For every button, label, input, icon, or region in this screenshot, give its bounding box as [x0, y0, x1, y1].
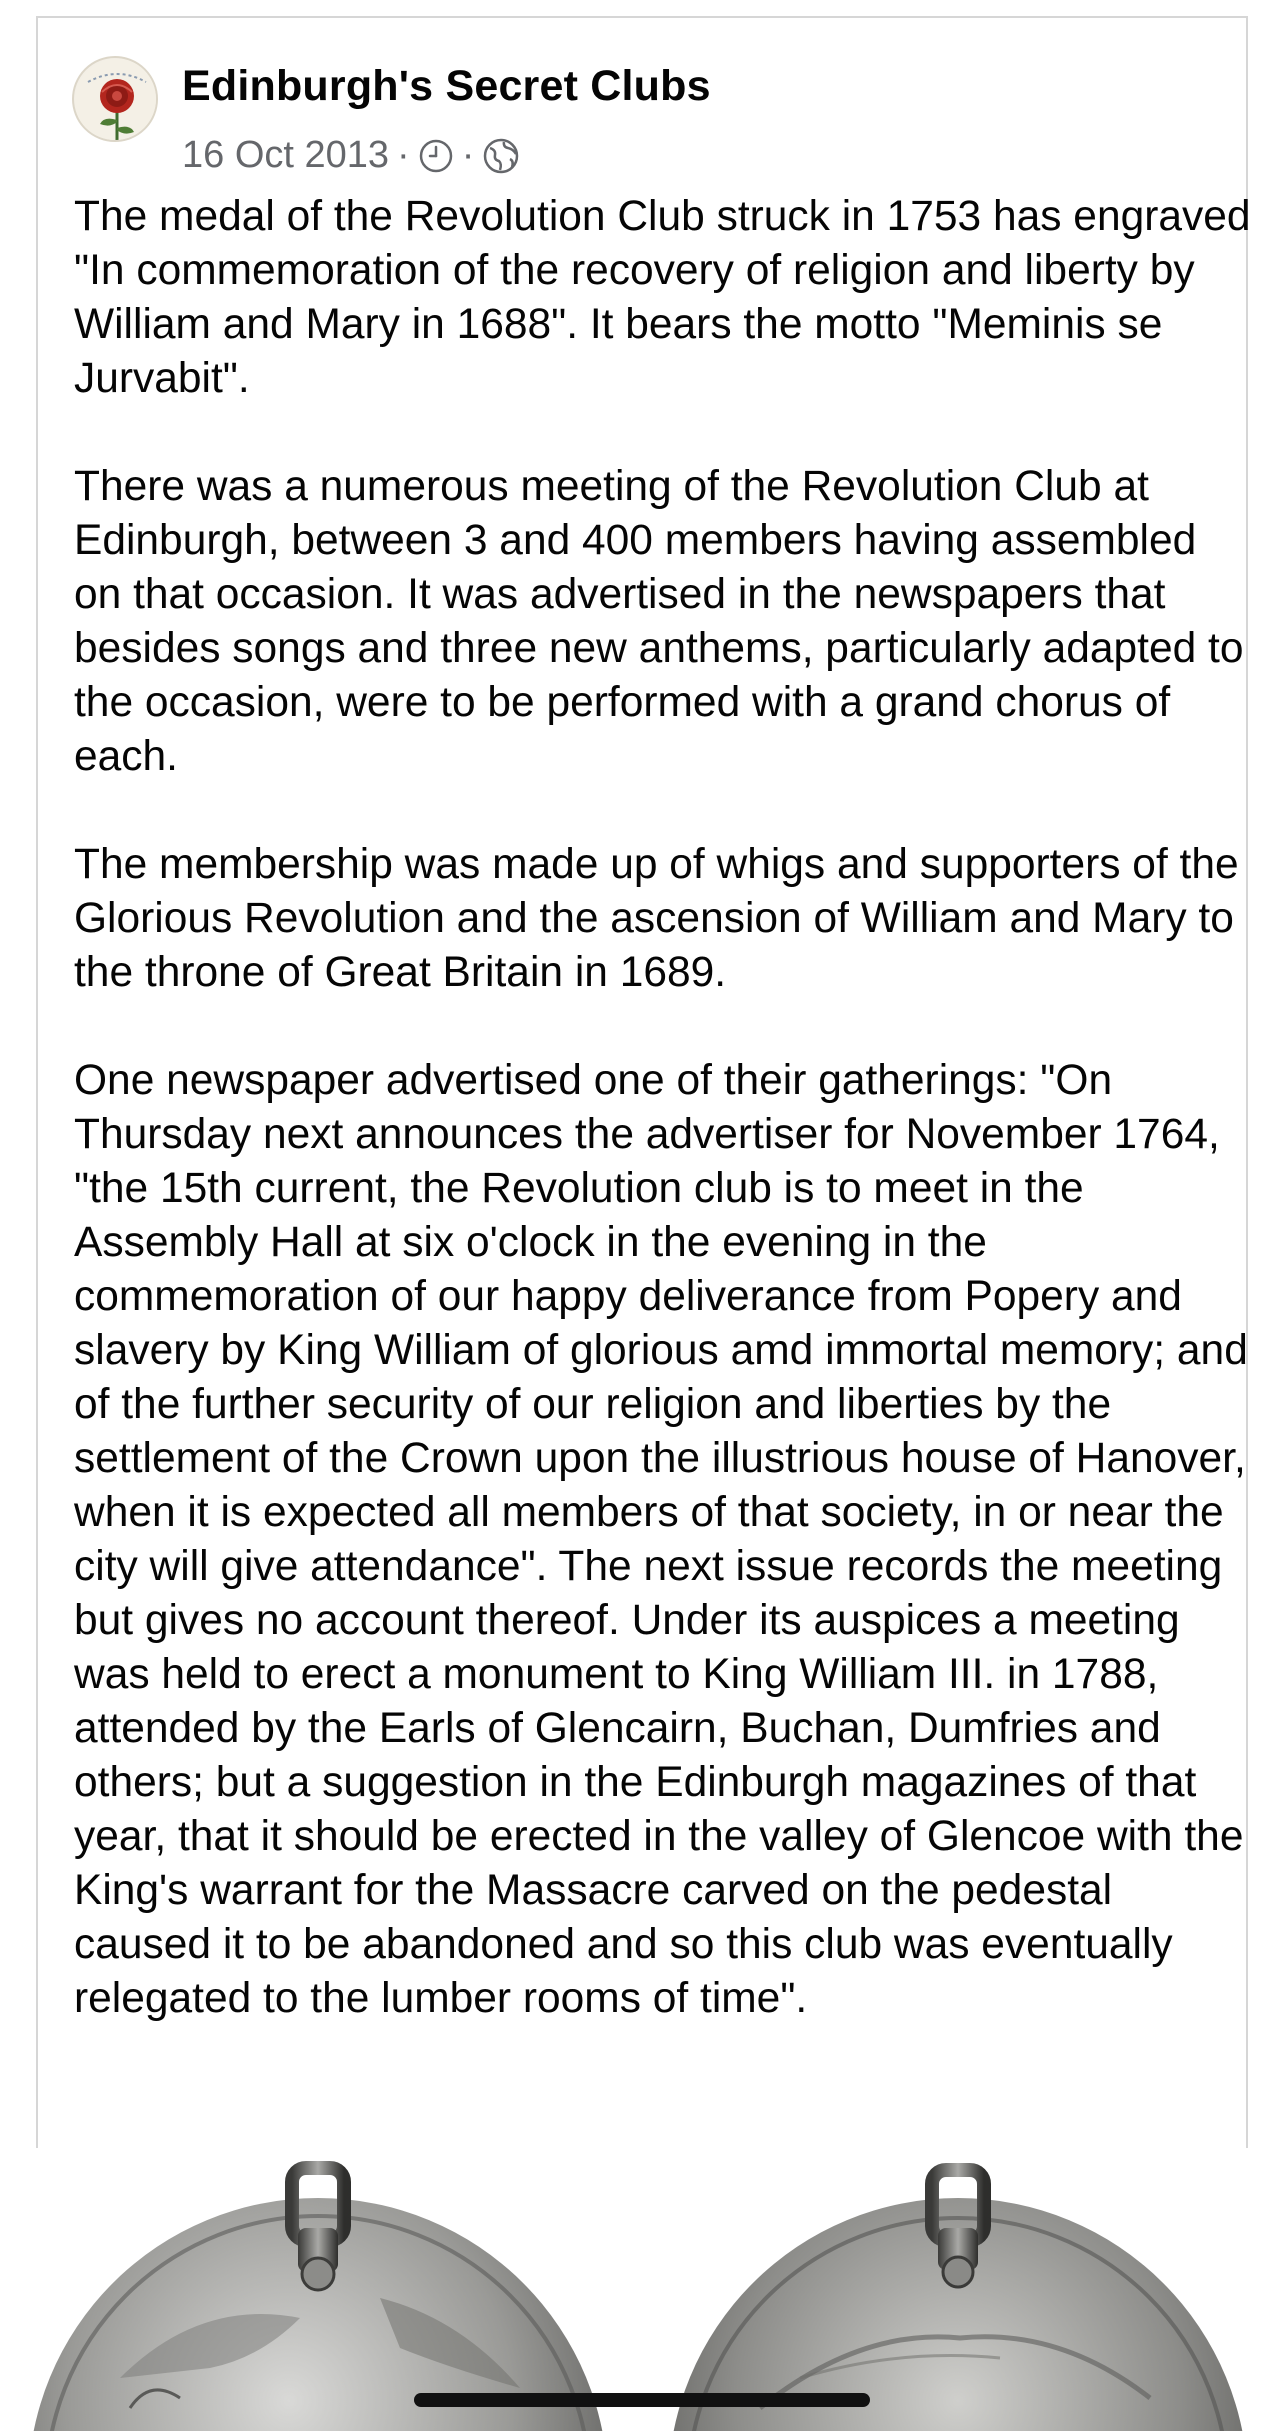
home-indicator[interactable]: [414, 2393, 870, 2407]
clock-icon: [418, 138, 454, 174]
post-paragraph: The medal of the Revolution Club struck in 1753 has engraved "In commemoration of the recovery of religion and liberty by William and Mary in 1688". It bears the motto "Meminis se Jurvabit".: [74, 193, 1251, 402]
post-paragraph: One newspaper advertised one of their gatherings: "On Thursday next announces the advertiser for November 1764, "the 15th current, the Revolution club is to meet in the Assembly Hall at six o'clock in the evening in the commemoration of our happy deliverance from Popery and slavery by King William of glorious amd immortal memory; and of the further security of our religion and liberties by the settlement of the Crown upon the illustrious house of Hanover, when it is expected all members of that society, in or near the city will give attendance". The next issue records the meeting but gives no account thereof. Under its auspices a meeting was held to erect a monument to King William III. in 1788, attended by the Earls of Glencairn, Buchan, Dumfries and others; but a suggestion in the Edinburgh magazines of that year, that it should be erected in the valley of Glencoe with the King's warrant for the Massacre carved on the pedestal caused it to be abandoned and so this club was eventually relegated to the lumber rooms of time".: [74, 1057, 1248, 2022]
post-paragraph: The membership was made up of whigs and supporters of the Glorious Revolution and the ascension of William and Mary to the throne of Great Britain in 1689.: [74, 841, 1239, 996]
rose-logo-icon: [74, 58, 158, 142]
post-body: [74, 190, 1254, 2026]
medals-image: [0, 2148, 1284, 2431]
post-paragraph: There was a numerous meeting of the Revolution Club at Edinburgh, between 3 and 400 members having assembled on that occasion. It was advertised in the newspapers that besides songs and three new anthems, particularly adapted to the occasion, were to be performed with a grand chorus of each.: [74, 463, 1244, 780]
meta-separator: ·: [397, 134, 410, 176]
post-header: [72, 56, 1222, 176]
page-name[interactable]: Edinburgh's Secret Clubs: [182, 62, 711, 110]
left-medal: [28, 2168, 608, 2431]
meta-separator: ·: [461, 134, 475, 176]
post-photo[interactable]: [0, 2148, 1284, 2431]
post-card: [36, 16, 1251, 2148]
globe-icon: [482, 137, 520, 175]
right-medal: [668, 2170, 1248, 2431]
post-meta: [182, 134, 520, 177]
page-avatar[interactable]: [72, 56, 158, 142]
post-date[interactable]: 16 Oct 2013: [182, 134, 390, 176]
